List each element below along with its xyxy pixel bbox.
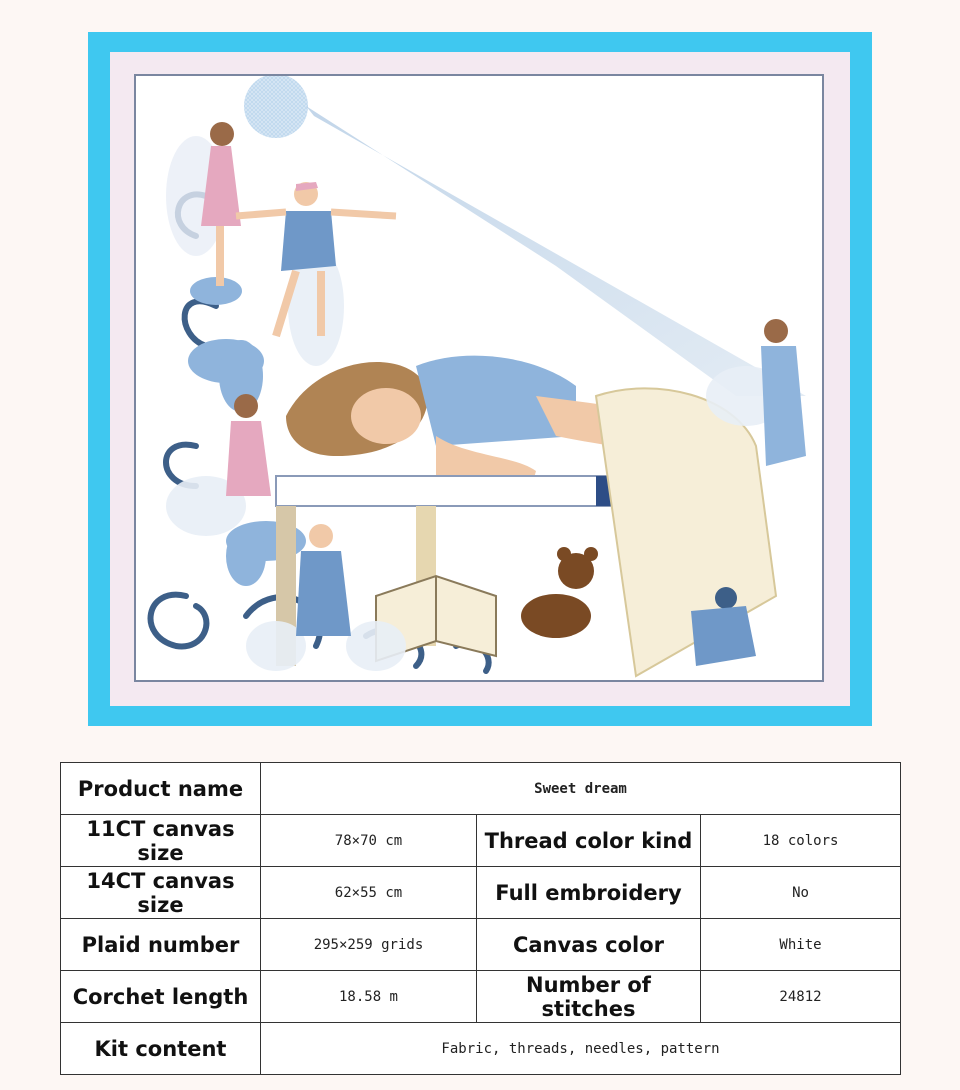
canvas-area [134, 74, 824, 682]
teddy-bear-icon [521, 547, 598, 638]
picture-mat [110, 52, 850, 706]
moonbeam-icon [306, 106, 806, 396]
full-embroidery-label: Full embroidery [477, 867, 701, 919]
plaid-number-value: 295×259 grids [261, 919, 477, 971]
canvas-11ct-value: 78×70 cm [261, 815, 477, 867]
table-row [61, 971, 901, 1023]
fairy-pink-icon [166, 122, 241, 286]
canvas-14ct-value: 62×55 cm [261, 867, 477, 919]
table-row [61, 867, 901, 919]
number-of-stitches-value: 24812 [701, 971, 901, 1023]
corchet-length-value: 18.58 m [261, 971, 477, 1023]
number-of-stitches-label: Number of stitches [477, 971, 701, 1023]
picture-frame [88, 32, 872, 726]
canvas-14ct-label: 14CT canvas size [61, 867, 261, 919]
full-embroidery-value: No [701, 867, 901, 919]
table-row [61, 815, 901, 867]
canvas-color-value: White [701, 919, 901, 971]
plaid-number-label: Plaid number [61, 919, 261, 971]
fairy-pink-sitting-icon [166, 394, 271, 536]
thread-color-kind-label: Thread color kind [477, 815, 701, 867]
canvas-11ct-label: 11CT canvas size [61, 815, 261, 867]
product-name-value: Sweet dream [261, 763, 901, 815]
canvas-color-label: Canvas color [477, 919, 701, 971]
table-row [61, 919, 901, 971]
kit-content-label: Kit content [61, 1023, 261, 1075]
cross-stitch-picture-icon [136, 76, 822, 680]
thread-color-kind-value: 18 colors [701, 815, 901, 867]
product-spec-table [60, 762, 901, 1075]
corchet-length-label: Corchet length [61, 971, 261, 1023]
kit-content-value: Fabric, threads, needles, pattern [261, 1023, 901, 1075]
fairy-blue-icon [236, 182, 396, 366]
table-row [61, 1023, 901, 1075]
product-name-label: Product name [61, 763, 261, 815]
table-row [61, 763, 901, 815]
